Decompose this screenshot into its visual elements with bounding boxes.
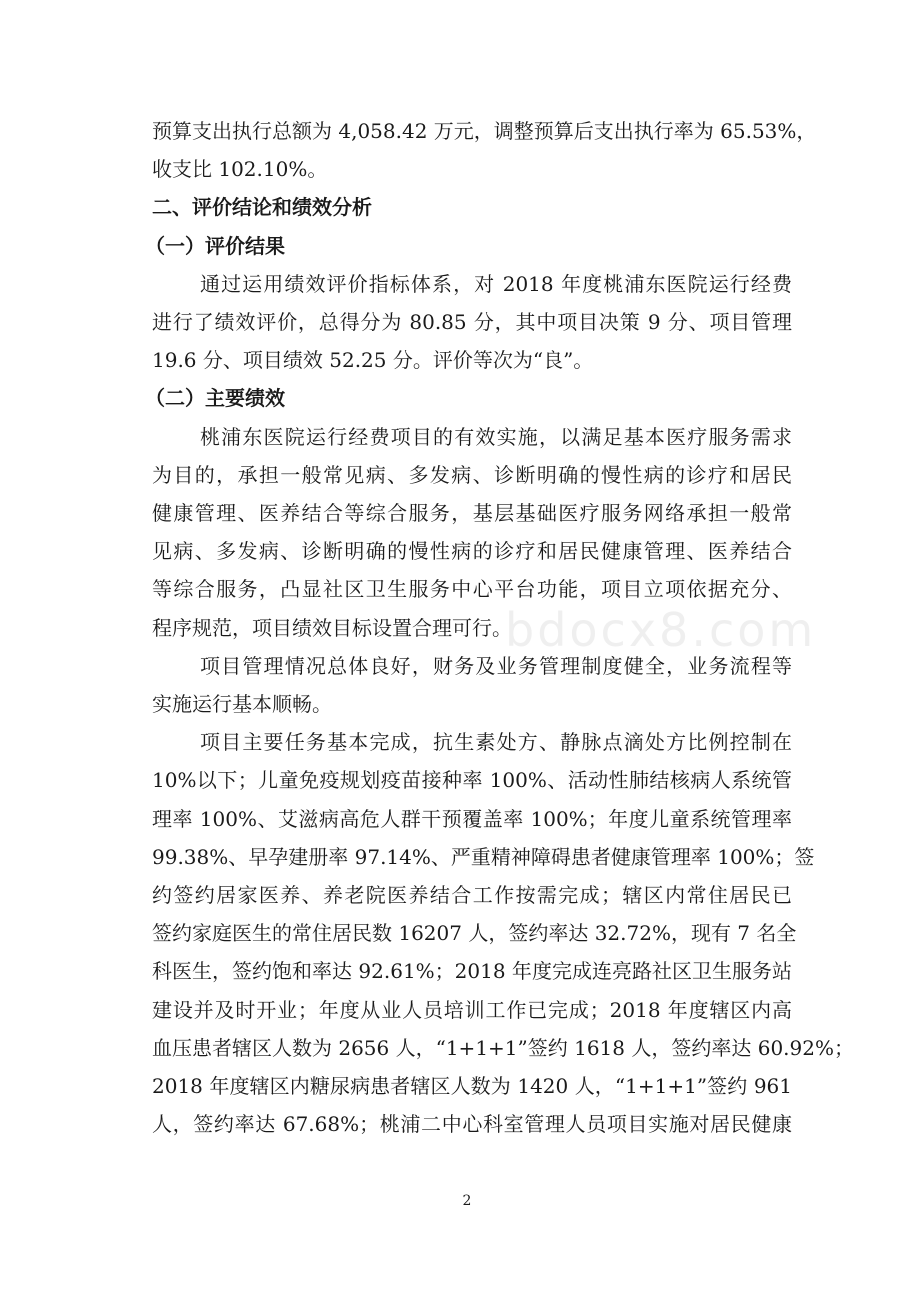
text-line: 收支比 102.10%。 <box>152 157 328 182</box>
text-line: 桃浦东医院运行经费项目的有效实施，以满足基本医疗服务需求 <box>200 424 792 449</box>
text-line: 实施运行基本顺畅。 <box>152 692 332 716</box>
page-number: 2 <box>462 1193 472 1209</box>
text-line: 见病、多发病、诊断明确的慢性病的诊疗和居民健康管理、医养结合 <box>152 539 792 564</box>
subsection-heading: （二）主要绩效 <box>145 386 285 411</box>
section-heading: 二、评价结论和绩效分析 <box>152 195 372 220</box>
subsection-heading: （一）评价结果 <box>145 233 285 258</box>
text-line: 项目主要任务基本完成，抗生素处方、静脉点滴处方比例控制在 <box>200 730 792 755</box>
text-line: 等综合服务，凸显社区卫生服务中心平台功能，项目立项依据充分、 <box>152 577 792 602</box>
text-line: 科医生，签约饱和率达 92.61%；2018 年度完成连亮路社区卫生服务站 <box>152 959 792 984</box>
text-line: 建设并及时开业；年度从业人员培训工作已完成；2018 年度辖区内高 <box>152 997 792 1022</box>
text-line: 19.6 分、项目绩效 52.25 分。评价等次为“良”。 <box>152 348 594 373</box>
text-line: 通过运用绩效评价指标体系，对 2018 年度桃浦东医院运行经费 <box>200 271 792 296</box>
text-line: 项目管理情况总体良好，财务及业务管理制度健全，业务流程等 <box>200 653 792 678</box>
text-line: 预算支出执行总额为 4,058.42 万元，调整预算后支出执行率为 65.53%， <box>152 119 817 143</box>
text-line: 进行了绩效评价，总得分为 80.85 分，其中项目决策 9 分、项目管理 <box>152 310 792 334</box>
text-line: 为目的，承担一般常见病、多发病、诊断明确的慢性病的诊疗和居民 <box>152 462 792 487</box>
watermark: bdocx8.com <box>505 603 817 657</box>
text-line: 血压患者辖区人数为 2656 人，“1+1+1”签约 1618 人，签约率达 60.92%； <box>152 1035 854 1060</box>
text-line: 10%以下；儿童免疫规划疫苗接种率 100%、活动性肺结核病人系统管 <box>152 768 792 793</box>
text-line: 理率 100%、艾滋病高危人群干预覆盖率 100%；年度儿童系统管理率 <box>152 806 792 831</box>
text-line: 健康管理、医养结合等综合服务，基层基础医疗服务网络承担一般常 <box>152 501 792 525</box>
text-line: 99.38%、早孕建册率 97.14%、严重精神障碍患者健康管理率 100%；签 <box>152 844 815 869</box>
text-line: 人，签约率达 67.68%；桃浦二中心科室管理人员项目实施对居民健康 <box>152 1112 792 1137</box>
text-line: 2018 年度辖区内糖尿病患者辖区人数为 1420 人，“1+1+1”签约 961 <box>152 1074 792 1098</box>
text-line: 约签约居家医养、养老院医养结合工作按需完成；辖区内常住居民已 <box>152 883 792 907</box>
text-line: 程序规范，项目绩效目标设置合理可行。 <box>152 615 512 640</box>
text-line: 签约家庭医生的常住居民数 16207 人，签约率达 32.72%，现有 7 名全 <box>152 921 797 946</box>
